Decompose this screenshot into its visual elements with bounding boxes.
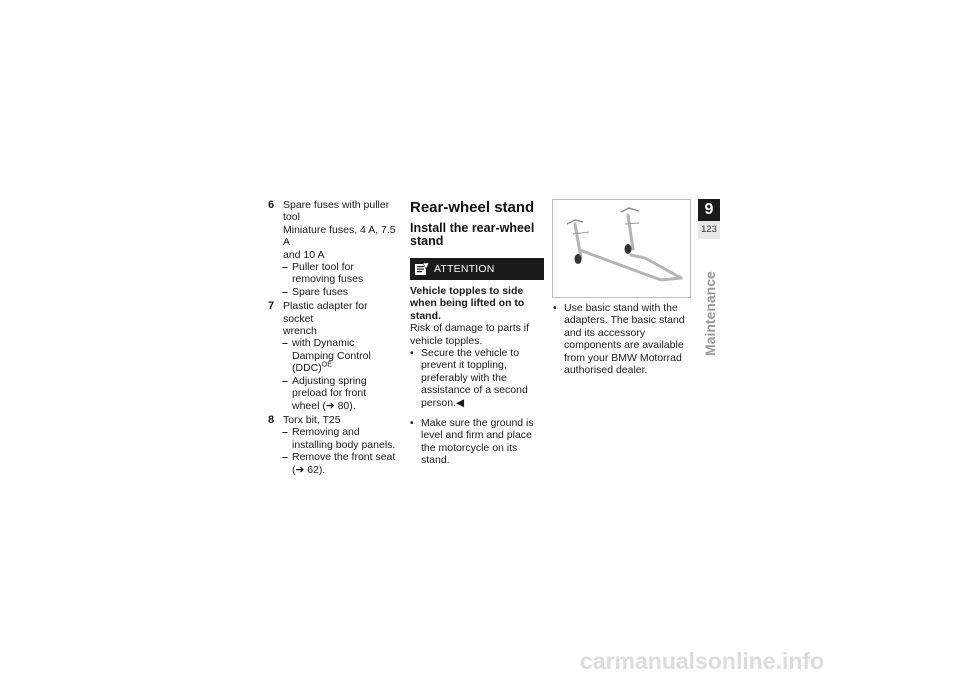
sub-item: – Remove the front seat (➔ 62). (268, 451, 396, 476)
item-number: 7 (268, 300, 275, 313)
tool-list (268, 199, 396, 476)
warning-manual-icon (414, 262, 430, 276)
list-item (268, 199, 396, 261)
sub-item: – with Dynamic Damping Control (DDC)$^{OE}$ (268, 337, 396, 374)
chapter-number: 9 (698, 199, 720, 221)
item-text: wrench (283, 325, 317, 338)
attention-label: ATTENTION (434, 262, 495, 275)
item-number: 6 (268, 199, 275, 211)
list-item (268, 414, 396, 426)
list-item (268, 300, 396, 337)
item-text: Spare fuses with puller tool (283, 199, 390, 224)
sub-item: – Spare fuses (268, 286, 396, 298)
subsection-heading: Install the rear-wheel stand (410, 221, 535, 248)
page-number: 123 (701, 224, 717, 235)
item-number: 8 (268, 413, 275, 426)
watermark: carmanualsonline.info (580, 648, 825, 674)
warning-text: Risk of damage to parts if vehicle topples. (410, 322, 530, 347)
sub-item: – Removing and installing body panels. (268, 426, 396, 451)
item-text: Miniature fuses, 4 A, 7.5 A (283, 223, 396, 249)
sub-item: – Adjusting spring preload for front wheel (➔ 80). (268, 375, 396, 412)
oe-superscript: OE (321, 361, 332, 369)
section-label: Maintenance (702, 271, 718, 356)
sub-item: – Puller tool for removing fuses (268, 261, 396, 286)
rear-wheel-stand-illustration (552, 199, 691, 298)
stand-drawing (553, 200, 690, 297)
rear-wheel-stand-section (410, 199, 545, 467)
attention-banner (410, 258, 544, 280)
item-text: Torx bit, T25 (283, 413, 341, 426)
stand-note (553, 302, 693, 376)
item-text: and 10 A (283, 248, 325, 261)
instruction-bullet: • Secure the vehicle to prevent it toppling, preferably with the assistance of a second person.◀ (410, 347, 545, 409)
instruction-bullet: • Make sure the ground is level and firm and place the motorcycle on its stand. (410, 417, 545, 467)
item-text: Plastic adapter for socket (283, 300, 368, 325)
section-heading: Rear-wheel stand (410, 199, 535, 216)
warning-title: Vehicle topples to side when being lifted on to stand. (410, 285, 525, 322)
instruction-bullet: • Use basic stand with the adapters. The basic stand and its accessory components are available from your BMW Motorrad authorised dealer. (553, 302, 693, 376)
